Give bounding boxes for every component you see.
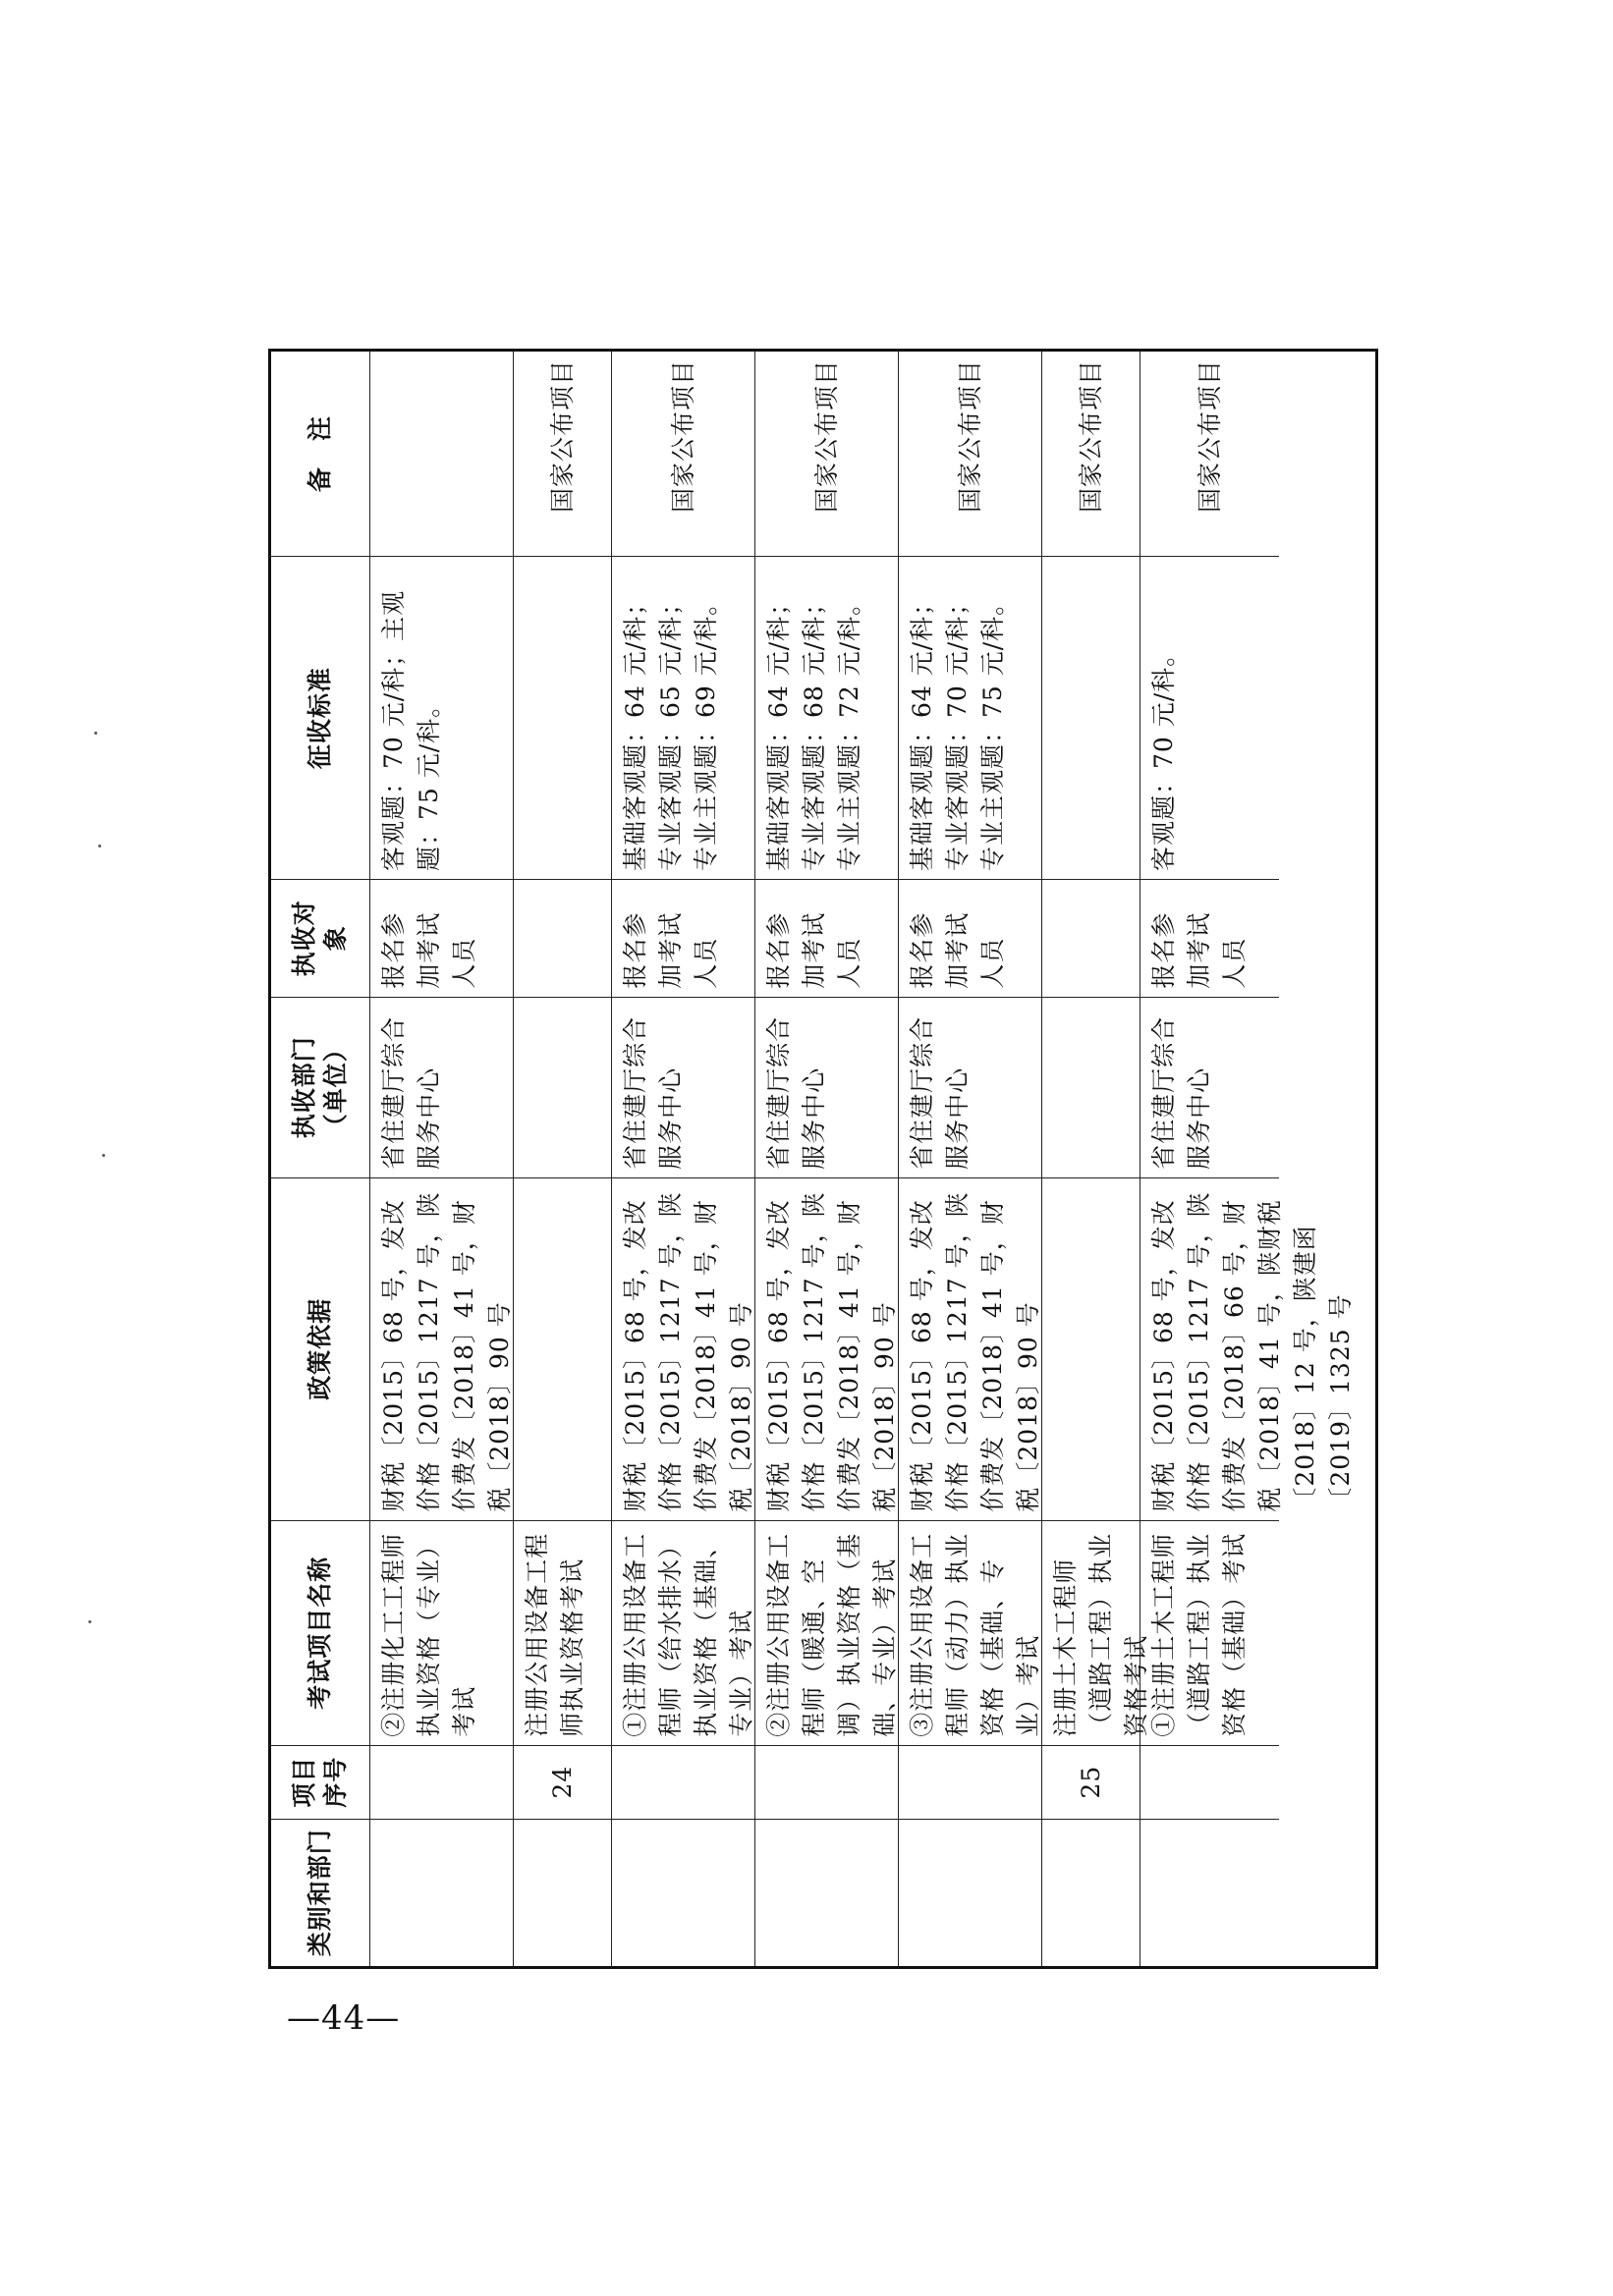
cell-standard [514, 557, 611, 880]
cell-item-no [612, 1746, 754, 1820]
cell-exam-name: ②注册化工工程师执业资格（专业）考试 [370, 1521, 513, 1746]
cell-object: 报名参加考试人员 [899, 880, 1041, 998]
header-category: 类别和部门 [306, 1829, 334, 1957]
table-row [611, 352, 754, 1966]
cell-object [514, 880, 611, 998]
cell-dept: 省住建厅综合服务中心 [899, 998, 1041, 1178]
header-object: 执收对象 [271, 880, 369, 998]
cell-policy: 财税〔2015〕68 号，发改价格〔2015〕1217 号，陕价费发〔2018〕41 号，财税〔2018〕90 号 [370, 1178, 513, 1521]
cell-exam-name: 注册土木工程师（道路工程）执业资格考试 [1042, 1521, 1140, 1746]
cell-item-no: 25 [1042, 1746, 1140, 1820]
cell-note: 国家公布项目 [899, 352, 1041, 557]
scan-speck [88, 1620, 91, 1623]
cell-dept: 省住建厅综合服务中心 [370, 998, 513, 1178]
header-note: 备 注 [271, 352, 369, 557]
cell-category [1140, 1820, 1279, 1966]
table-row [754, 352, 898, 1966]
header-item-no: 项目 序号 [271, 1746, 369, 1820]
table-row [369, 352, 513, 1966]
cell-policy: 财税〔2015〕68 号，发改价格〔2015〕1217 号，陕价费发〔2018〕66 号，财税〔2018〕41 号，陕财税〔2018〕12 号，陕建函〔2019〕1325 号 [1140, 1178, 1279, 1521]
cell-category [514, 1820, 611, 1966]
header-exam-name: 考试项目名称 [271, 1521, 369, 1746]
cell-object: 报名参加考试人员 [755, 880, 898, 998]
table-row [513, 352, 611, 1966]
cell-note: 国家公布项目 [612, 352, 754, 557]
cell-dept [514, 998, 611, 1178]
cell-item-no: 24 [514, 1746, 611, 1820]
table-row [1140, 352, 1355, 1966]
header-policy: 政策依据 [271, 1178, 369, 1521]
cell-object: 报名参加考试人员 [370, 880, 513, 998]
cell-note: 国家公布项目 [1140, 352, 1279, 557]
cell-dept: 省住建厅综合服务中心 [755, 998, 898, 1178]
cell-category [612, 1820, 754, 1966]
header-standard: 征收标准 [271, 557, 369, 880]
cell-item-no [755, 1746, 898, 1820]
cell-object [1042, 880, 1140, 998]
scan-speck [102, 1154, 105, 1157]
fee-table [268, 349, 1378, 1969]
cell-note: 国家公布项目 [514, 352, 611, 557]
cell-exam-name: ①注册公用设备工程师（给水排水）执业资格（基础、专业）考试 [612, 1521, 754, 1746]
cell-item-no [370, 1746, 513, 1820]
cell-category [899, 1820, 1041, 1966]
cell-note: 国家公布项目 [755, 352, 898, 557]
cell-object: 报名参加考试人员 [1140, 880, 1279, 998]
cell-object: 报名参加考试人员 [612, 880, 754, 998]
cell-dept: 省住建厅综合服务中心 [1140, 998, 1279, 1178]
table-row [898, 352, 1041, 1966]
cell-policy: 财税〔2015〕68 号，发改价格〔2015〕1217 号，陕价费发〔2018〕41 号，财税〔2018〕90 号 [899, 1178, 1041, 1521]
cell-item-no [1140, 1746, 1279, 1820]
cell-category [370, 1820, 513, 1966]
cell-note: 国家公布项目 [1042, 352, 1140, 557]
header-dept: 执收部门 （单位） [271, 998, 369, 1178]
cell-category [1042, 1820, 1140, 1966]
cell-policy [1042, 1178, 1140, 1521]
cell-category [755, 1820, 898, 1966]
cell-standard: 客观题：70 元/科。 [1140, 557, 1279, 880]
table-row [1041, 352, 1150, 1966]
cell-exam-name: ③注册公用设备工程师（动力）执业资格（基础、专业）考试 [899, 1521, 1041, 1746]
cell-policy [514, 1178, 611, 1521]
cell-standard [1042, 557, 1140, 880]
cell-standard: 基础客观题：64 元/科；专业客观题：65 元/科；专业主观题：69 元/科。 [612, 557, 754, 880]
cell-note [370, 352, 513, 557]
cell-dept: 省住建厅综合服务中心 [612, 998, 754, 1178]
cell-exam-name: ②注册公用设备工程师（暖通、空调）执业资格（基础、专业）考试 [755, 1521, 898, 1746]
cell-policy: 财税〔2015〕68 号，发改价格〔2015〕1217 号，陕价费发〔2018〕41 号，财税〔2018〕90 号 [755, 1178, 898, 1521]
cell-policy: 财税〔2015〕68 号，发改价格〔2015〕1217 号，陕价费发〔2018〕41 号，财税〔2018〕90 号 [612, 1178, 754, 1521]
page-number: —44— [287, 1998, 401, 2038]
cell-dept [1042, 998, 1140, 1178]
cell-standard: 基础客观题：64 元/科；专业客观题：68 元/科；专业主观题：72 元/科。 [755, 557, 898, 880]
table-header-row [271, 352, 369, 1966]
cell-standard: 基础客观题：64 元/科；专业客观题：70 元/科；专业主观题：75 元/科。 [899, 557, 1041, 880]
cell-exam-name: ①注册土木工程师（道路工程）执业资格（基础）考试 [1140, 1521, 1279, 1746]
cell-standard: 客观题：70 元/科；主观题：75 元/科。 [370, 557, 513, 880]
scan-speck [98, 845, 101, 847]
scan-speck [94, 732, 97, 735]
cell-exam-name: 注册公用设备工程师执业资格考试 [514, 1521, 611, 1746]
cell-item-no [899, 1746, 1041, 1820]
